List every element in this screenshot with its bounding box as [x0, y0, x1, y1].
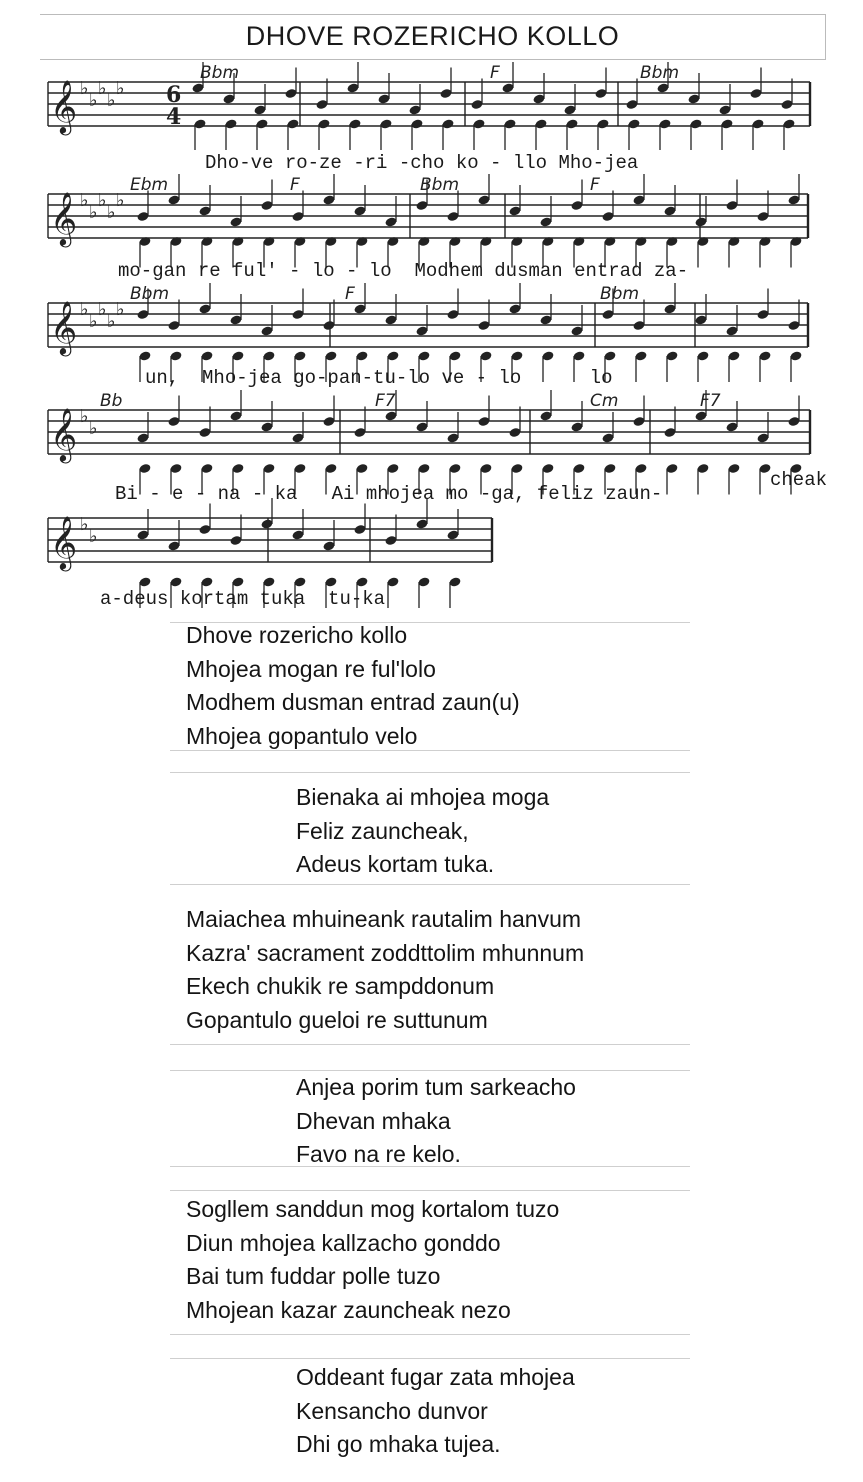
stanza-line: Anjea porim tum sarkeacho — [296, 1074, 576, 1100]
stanza-line: Kensancho dunvor — [296, 1397, 488, 1424]
flat-icon: ♭ — [80, 406, 89, 427]
stanza-line: Kazra' sacrament zoddttolim mhunnum — [186, 939, 585, 966]
stanza-line: Dhevan mhaka — [296, 1107, 451, 1134]
stanza-line: Adeus kortam tuka. — [296, 851, 495, 877]
time-signature-top: 6 — [166, 82, 182, 108]
stanza-line: Oddeant fugar zata mhojea — [296, 1364, 575, 1390]
score-lyric-continuation: cheak — [770, 469, 828, 491]
stanza-line: Dhi go mhaka tujea. — [296, 1431, 501, 1457]
stanza-line: Ekech chukik re sampddonum — [186, 973, 495, 999]
chord-symbol: Cm — [590, 391, 619, 411]
chord-symbol: Ebm — [130, 175, 169, 195]
chord-symbol: Bbm — [420, 175, 460, 195]
panel-divider — [170, 1044, 690, 1045]
flat-icon: ♭ — [98, 299, 107, 320]
score-lyric-line: un, Mho-jea go-pan-tu-lo ve - lo lo — [145, 367, 613, 389]
flat-icon: ♭ — [89, 418, 98, 439]
flat-icon: ♭ — [89, 526, 98, 547]
chord-symbol: F — [490, 63, 500, 83]
stanza-line: Diun mhojea kallzacho gonddo — [186, 1229, 501, 1256]
chord-symbol: Bb — [100, 391, 123, 411]
stanza-line: Modhem dusman entrad zaun(u) — [186, 689, 520, 715]
panel-divider — [170, 1070, 690, 1071]
flat-icon: ♭ — [89, 202, 98, 223]
flat-icon: ♭ — [80, 299, 89, 320]
stanza-line: Bienaka ai mhojea moga — [296, 784, 550, 810]
treble-clef-icon: 𝄞 — [50, 191, 78, 245]
treble-clef-icon: 𝄞 — [50, 79, 78, 133]
stanza-line: Favo na re kelo. — [296, 1141, 461, 1167]
treble-clef-icon: 𝄞 — [50, 407, 78, 461]
score-lyric-line: Bi - e - na - ka Ai mhojea mo -ga, feliz zaun- — [115, 483, 663, 505]
treble-clef-icon: 𝄞 — [50, 515, 78, 569]
chord-symbol: F7 — [700, 391, 721, 411]
stanza-line: Mhojean kazar zauncheak nezo — [186, 1296, 511, 1323]
flat-icon: ♭ — [107, 311, 116, 332]
flat-icon: ♭ — [116, 299, 125, 320]
time-signature-bottom: 4 — [166, 104, 182, 130]
flat-icon: ♭ — [98, 190, 107, 211]
song-title: DHOVE ROZERICHO KOLLO — [245, 21, 620, 51]
stanza-line: Gopantulo gueloi re suttunum — [186, 1006, 488, 1033]
flat-icon: ♭ — [89, 90, 98, 111]
score-lyric-line: Dho-ve ro-ze -ri -cho ko - llo Mho-jea — [205, 152, 639, 174]
panel-divider — [170, 1166, 690, 1167]
treble-clef-icon: 𝄞 — [50, 300, 78, 354]
panel-divider — [170, 884, 690, 885]
stanza-line: Maiachea mhuineank rautalim hanvum — [186, 906, 582, 932]
flat-icon: ♭ — [80, 190, 89, 211]
chord-symbol: F — [345, 284, 355, 304]
panel-divider — [170, 1190, 690, 1191]
score-lyric-line: mo-gan re ful' - lo - lo Modhem dusman entrad za- — [118, 260, 689, 282]
flat-icon: ♭ — [116, 78, 125, 99]
sheet-music — [0, 60, 863, 620]
stanza-line: Feliz zauncheak, — [296, 817, 469, 844]
chord-symbol: F7 — [375, 391, 396, 411]
score-lyric-line: a-deus kortam tuka tu-ka — [100, 588, 386, 610]
panel-divider — [170, 1358, 690, 1359]
flat-icon: ♭ — [80, 514, 89, 535]
chord-symbol: F — [590, 175, 600, 195]
chord-symbol: Bbm — [600, 284, 640, 304]
panel-divider — [170, 772, 690, 773]
panel-divider — [170, 1334, 690, 1335]
chord-symbol: Bbm — [130, 284, 170, 304]
chord-symbol: Bbm — [200, 63, 240, 83]
stanza-line: Mhojea mogan re ful'lolo — [186, 655, 436, 682]
flat-icon: ♭ — [107, 202, 116, 223]
flat-icon: ♭ — [89, 311, 98, 332]
lyrics-panel — [170, 622, 690, 1477]
flat-icon: ♭ — [80, 78, 89, 99]
flat-icon: ♭ — [107, 90, 116, 111]
stanza-line: Sogllem sanddun mog kortalom tuzo — [186, 1196, 560, 1222]
flat-icon: ♭ — [98, 78, 107, 99]
title-box — [40, 14, 826, 60]
panel-divider — [170, 622, 690, 623]
stanza-line: Dhove rozericho kollo — [186, 622, 408, 648]
chord-symbol: F — [290, 175, 300, 195]
panel-divider — [170, 750, 690, 751]
flat-icon: ♭ — [116, 190, 125, 211]
chord-symbol: Bbm — [640, 63, 680, 83]
stanza-line: Bai tum fuddar polle tuzo — [186, 1263, 441, 1289]
stanza-line: Mhojea gopantulo velo — [186, 722, 418, 749]
